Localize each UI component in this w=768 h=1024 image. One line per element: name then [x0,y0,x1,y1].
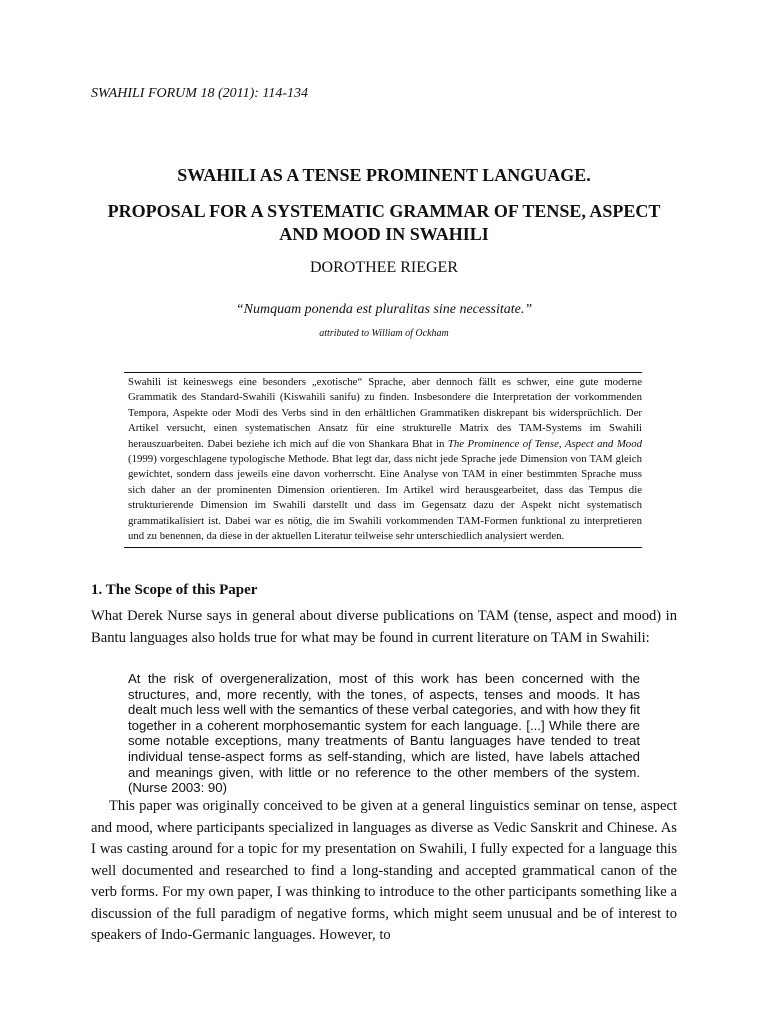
paragraph-intro: What Derek Nurse says in general about diverse publications on TAM (tense, aspect and mood) in Bantu languages also holds true for what may be found in current literature on TAM in Swahili: [91,608,677,646]
epigraph-quote: “Numquam ponenda est pluralitas sine necessitate.” [235,302,533,317]
block-quote: At the risk of overgeneralization, most of this work has been concerned with the structures, and, more recently, with the tones, of aspects, tenses and moods. It has dealt much less well with the semantics of these verbal categories, and with how they fit together in a coherent morphosemantic system for each language. [...] While there are some notable exceptions, many treatments of Bantu languages have tended to treat individual tense-aspect forms as self-standing, which are listed, have labels attached and meanings given, with little or no reference to the other members of the system. (Nurse 2003: 90) [128,671,640,796]
paper-title-line1: SWAHILI AS A TENSE PROMINENT LANGUAGE. [177,165,591,185]
abstract-text-end: (1999) vorgeschlagene typologische Methode. Bhat legt dar, dass nicht jede Sprache jede Dimension von TAM gleich gewichtet, sondern dass jeweils eine davon vorherrscht. Eine Analyse von TAM in einer bestimmten Sprache muss sich daher an der prominenten Dimension orientieren. Im Artikel wird herausgearbeitet, dass das Tempus die strukturierende Dimension im Swahili darstellt und dass im Gegensatz dazu der Aspekt nicht systematisch grammatikalisiert ist. Dabei war es nötig, die im Swahili vorkommenden TAM-Formen funktional zu interpretieren und zu benennen, da diese in der aktuellen Literatur teilweise sehr unterschiedlich analysiert werden. [128,453,642,543]
author-name: DOROTHEE RIEGER [310,259,458,276]
abstract-box [124,372,642,548]
epigraph-attribution: attributed to William of Ockham [319,328,449,339]
section-heading: 1. The Scope of this Paper [91,582,258,598]
journal-header: SWAHILI FORUM 18 (2011): 114-134 [91,86,309,101]
paper-title-line2: PROPOSAL FOR A SYSTEMATIC GRAMMAR OF TENSE, ASPECT AND MOOD IN SWAHILI [107,201,661,244]
paragraph-body: This paper was originally conceived to be given at a general linguistics seminar on tense, aspect and mood, where participants specialized in languages as diverse as Vedic Sanskrit and Chinese. As I was casting around for a topic for my presentation on Swahili, I fully expected for a language this well documented and researched to find a long-standing and accepted grammatical canon of the verb forms. For my own paper, I was thinking to introduce to the other participants something like a discussion of the full paradigm of negative forms, which might seem unusual and be of interest to speakers of Indo-Germanic languages. However, to [91,798,677,943]
abstract-book-title: The Prominence of Tense, Aspect and Mood [447,437,643,450]
abstract-text-start: Swahili ist keineswegs eine besonders „exotische“ Sprache, aber dennoch fällt es schwer, eine gute moderne Grammatik des Standard-Swahili (Kiswahili sanifu) zu finden. Insbesondere die Interpretation der vorkommenden Tempora, Aspekte oder Modi des Verbs sind in den erhältlichen Grammatiken diskrepant bis widersprüchlich. Der Artikel versucht, einen systematischen Ansatz für eine strukturelle Matrix des TAM-Systems im Swahili herauszuarbeiten. Dabei beziehe ich mich auf die von Shankara Bhat in [128,376,642,450]
